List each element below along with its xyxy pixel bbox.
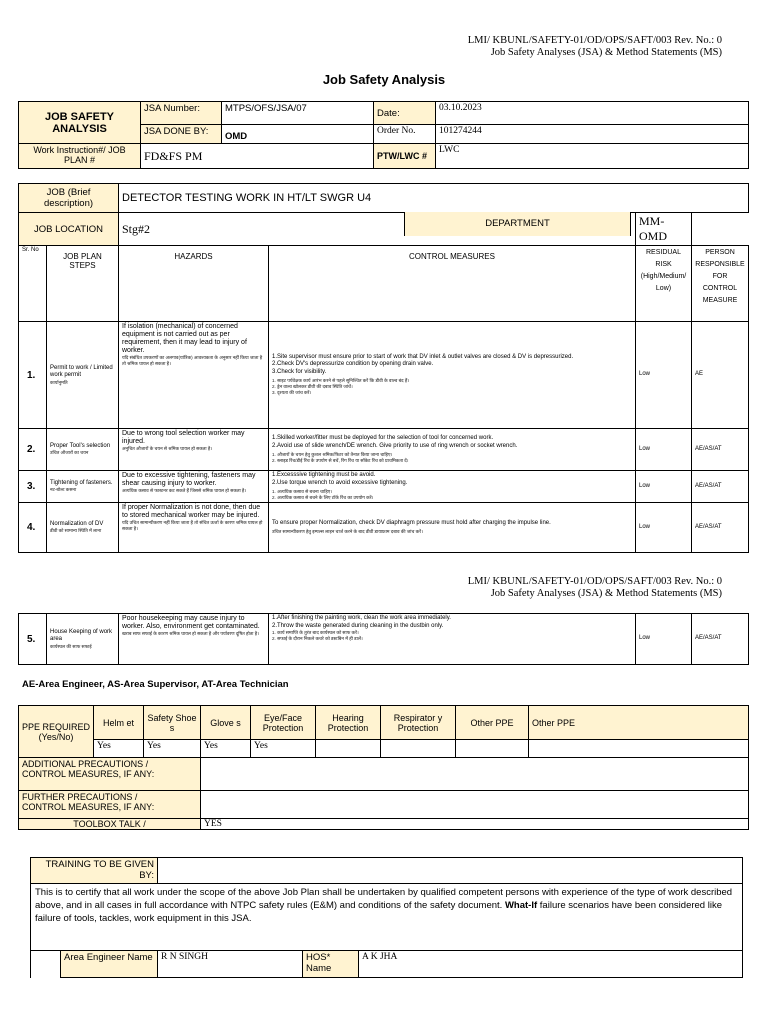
ppe-value <box>456 740 529 758</box>
done-by-value: OMD <box>222 125 374 144</box>
table-row <box>19 322 749 429</box>
additional-precautions-label: ADDITIONAL PRECAUTIONS / CONTROL MEASURES, IF ANY: <box>19 758 201 791</box>
training-value <box>158 858 743 884</box>
order-no-value: 101274244 <box>436 125 749 144</box>
date-value: 03.10.2023 <box>436 102 749 125</box>
jsa-steps-table <box>18 183 749 553</box>
toolbox-talk-label: TOOLBOX TALK / <box>19 819 201 830</box>
further-precautions-label: FURTHER PRECAUTIONS / CONTROL MEASURES, IF ANY: <box>19 791 201 819</box>
ppe-value: Yes <box>144 740 201 758</box>
ptw-label: PTW/LWC # <box>374 144 436 169</box>
hos-label: HOS* Name <box>303 951 359 978</box>
row-sr: 4. <box>19 503 47 553</box>
row-control: 1.Excesssive tightening must be avoid. 2.Use torque wrench to avoid excessive tightening. 1. अत्यधिक कसाव से बचना चाहिए। 2. अत्यधिक कसाव से बचने के लिए टॉर्क रिंच का उपयोग करें। <box>269 471 636 503</box>
jsa-label: JOB SAFETY ANALYSIS <box>19 102 141 144</box>
ppe-header: Other PPE <box>456 706 529 740</box>
jsa-header-table <box>18 101 749 169</box>
row-risk: Low <box>636 614 692 665</box>
ppe-value: Yes <box>251 740 316 758</box>
row-hazard: If isolation (mechanical) of concerned equipment is not carried out as per requirement, then it may lead to injury of worker. यदि संबंधित उपकरणों का अलगाव(यांत्रिक) आवश्यकता के अनुसार नहीं किया जाता है तो श्रमिक घायल हो सकता है। <box>119 322 269 429</box>
toolbox-talk-value: YES <box>201 819 749 830</box>
order-no-label: Order No. <box>374 125 436 144</box>
col-job-steps: JOB PLAN STEPS <box>47 246 119 322</box>
area-engineer-name: R N SINGH <box>158 951 303 978</box>
table-row <box>19 614 749 665</box>
row-control: 1.Site supervisor must ensure prior to start of work that DV inlet & outlet valves are closed & DV is depressurized. 2.Check DV's depressurize condition by opening drain valve. 3.Check for visibility. 1. साइट पर्यवेक्षक कार्य आरंभ करने से पहले सुनिश्चित करें कि डीवी के वाल्व बंद हैं। 2. ड्रेन वाल्व खोलकर डीवी की दबाव स्थिति जांचें। 3. दृश्यता की जांच करें। <box>269 322 636 429</box>
department-value: MM-OMD <box>636 213 692 246</box>
ptw-value: LWC <box>436 144 749 169</box>
doc-ref-line1: LMI/ KBUNL/SAFETY-01/OD/OPS/SAFT/003 Rev. No.: 0 <box>467 576 722 587</box>
training-table <box>30 857 743 978</box>
doc-ref-line2: Job Safety Analyses (JSA) & Method Statements (MS) <box>490 588 722 599</box>
table-row <box>19 503 749 553</box>
ppe-header: Safety Shoe s <box>144 706 201 740</box>
done-by-label: JSA DONE BY: <box>141 125 222 144</box>
job-label: JOB (Brief description) <box>19 184 119 213</box>
row-step: Tightening of fasteners. नट-बोल्ट कसना <box>47 471 119 503</box>
row-person: AE <box>692 322 749 429</box>
row-person: AE/AS/AT <box>692 614 749 665</box>
row-sr: 2. <box>19 429 47 471</box>
ppe-value <box>529 740 749 758</box>
job-location-label: JOB LOCATION <box>19 213 119 246</box>
ppe-header: Respirator y Protection <box>381 706 456 740</box>
col-person: PERSON RESPONSIBLE FOR CONTROL MEASURE <box>692 246 749 322</box>
abbreviations: AE-Area Engineer, AS-Area Supervisor, AT-Area Technician <box>22 679 289 690</box>
row-hazard: Poor housekeeping may cause injury to worker. Also, environment get contaminated. खराब साफ सफाई के कारण श्रमिक घायल हो सकता है और पर्यावरण दूषित होता है। <box>119 614 269 665</box>
row-sr: 3. <box>19 471 47 503</box>
ppe-header: Other PPE <box>529 706 749 740</box>
table-row <box>19 471 749 503</box>
col-control: CONTROL MEASURES <box>269 246 636 322</box>
row-hazard: If proper Normalization is not done, then due to stored mechanical worker may be injured. यदि उचित सामान्यीकरण नहीं किया जाता है तो संचित ऊर्जा के कारण श्रमिक घायल हो सकता है। <box>119 503 269 553</box>
row-sr: 1. <box>19 322 47 429</box>
row-control: To ensure proper Normalization, check DV diaphragm pressure must hold after charging the impulse line. उचित सामान्यीकरण हेतु इम्पल्स लाइन चार्ज करने के बाद डीवी डायाफ्राम दबाव की जांच करें। <box>269 503 636 553</box>
row-control: 1.Skilled worker/fitter must be deployed for the selection of tool for concerned work. 2.Avoid use of slide wrench/DE wrench. Give priority to use of ring wrench or socket wrench. 1. औजारों के चयन हेतु कुशल श्रमिक/फिटर को तैनात किया जाना चाहिए। 2. स्लाइड रिंच/डीई रिंच के उपयोग से बचें, रिंग रिंच या सॉकेट रिंच को प्राथमिकता दें। <box>269 429 636 471</box>
ppe-header: Hearing Protection <box>316 706 381 740</box>
ppe-label: PPE REQUIRED (Yes/No) <box>19 706 94 758</box>
row-step: House Keeping of work area कार्यस्थल की साफ सफाई <box>47 614 119 665</box>
row-step: Permit to work / Limited work permit कार्यानुमति <box>47 322 119 429</box>
ppe-value <box>316 740 381 758</box>
col-risk: RESIDUAL RISK (High/Medium/ Low) <box>636 246 692 322</box>
signature-spacer <box>31 951 61 978</box>
work-instruction-label: Work Instruction#/ JOB PLAN # <box>19 144 141 169</box>
row-person: AE/AS/AT <box>692 471 749 503</box>
training-label: TRAINING TO BE GIVEN BY: <box>31 858 158 884</box>
row-step: Normalization of DV डीवी को सामान्य स्थिति में लाना <box>47 503 119 553</box>
ppe-header: Eye/Face Protection <box>251 706 316 740</box>
job-description: DETECTOR TESTING WORK IN HT/LT SWGR U4 <box>119 184 749 213</box>
row-control: 1.After finishing the painting work, clean the work area immediately. 2.Throw the waste generated during cleaning in the dustbin only. 1. कार्य समाप्ति के तुरंत बाद कार्यस्थल को साफ करें। 2. सफाई के दौरान निकले कचरे को डस्टबिन में ही डालें। <box>269 614 636 665</box>
row-risk: Low <box>636 429 692 471</box>
row-sr: 5. <box>19 614 47 665</box>
ppe-table <box>18 705 749 830</box>
row-person: AE/AS/AT <box>692 503 749 553</box>
doc-reference <box>468 35 722 59</box>
col-sr-no: Sr. No <box>19 246 47 322</box>
doc-ref-line2: Job Safety Analyses (JSA) & Method Statements (MS) <box>490 47 722 58</box>
ppe-header: Helm et <box>94 706 144 740</box>
ppe-value <box>381 740 456 758</box>
work-instruction-value: FD&FS PM <box>141 144 374 169</box>
jsa-steps-table-continued <box>18 613 749 665</box>
date-label: Date: <box>374 102 436 125</box>
row-step: Proper Tool's selection उचित औजारों का चयन <box>47 429 119 471</box>
additional-precautions-value <box>201 758 749 791</box>
area-engineer-label: Area Engineer Name <box>61 951 158 978</box>
department-label: DEPARTMENT <box>404 212 631 236</box>
ppe-value: Yes <box>201 740 251 758</box>
row-risk: Low <box>636 503 692 553</box>
col-hazards: HAZARDS <box>119 246 269 322</box>
further-precautions-value <box>201 791 749 819</box>
ppe-value: Yes <box>94 740 144 758</box>
jsa-number-label: JSA Number: <box>141 102 222 125</box>
ppe-header: Glove s <box>201 706 251 740</box>
row-person: AE/AS/AT <box>692 429 749 471</box>
doc-ref-line1: LMI/ KBUNL/SAFETY-01/OD/OPS/SAFT/003 Rev. No.: 0 <box>467 35 722 46</box>
row-risk: Low <box>636 322 692 429</box>
job-location-value: Stg#2 <box>119 213 636 246</box>
row-risk: Low <box>636 471 692 503</box>
row-hazard: Due to excessive tightening, fasteners may shear causing injury to worker. अत्यधिक कसाव से फास्टनर कट सकते हैं जिससे श्रमिक घायल हो सकता है। <box>119 471 269 503</box>
table-row <box>19 429 749 471</box>
doc-reference-page2 <box>468 576 722 600</box>
certification-text: This is to certify that all work under the scope of the above Job Plan shall be undertaken by qualified competent persons with experience of the type of work described above, and in all cases in full accordance with NTPC safety rules (E&M) and conditions of the safety document. What-If failure scenarios have been considered like failure of tools, tackles, work equipment in this JSA. <box>31 884 743 951</box>
jsa-number-value: MTPS/OFS/JSA/07 <box>222 102 374 125</box>
hos-name: A K JHA <box>359 951 743 978</box>
row-hazard: Due to wrong tool selection worker may injured. अनुचित औजारों के चयन से श्रमिक घायल हो सकता है। <box>119 429 269 471</box>
page-title: Job Safety Analysis <box>322 72 446 87</box>
